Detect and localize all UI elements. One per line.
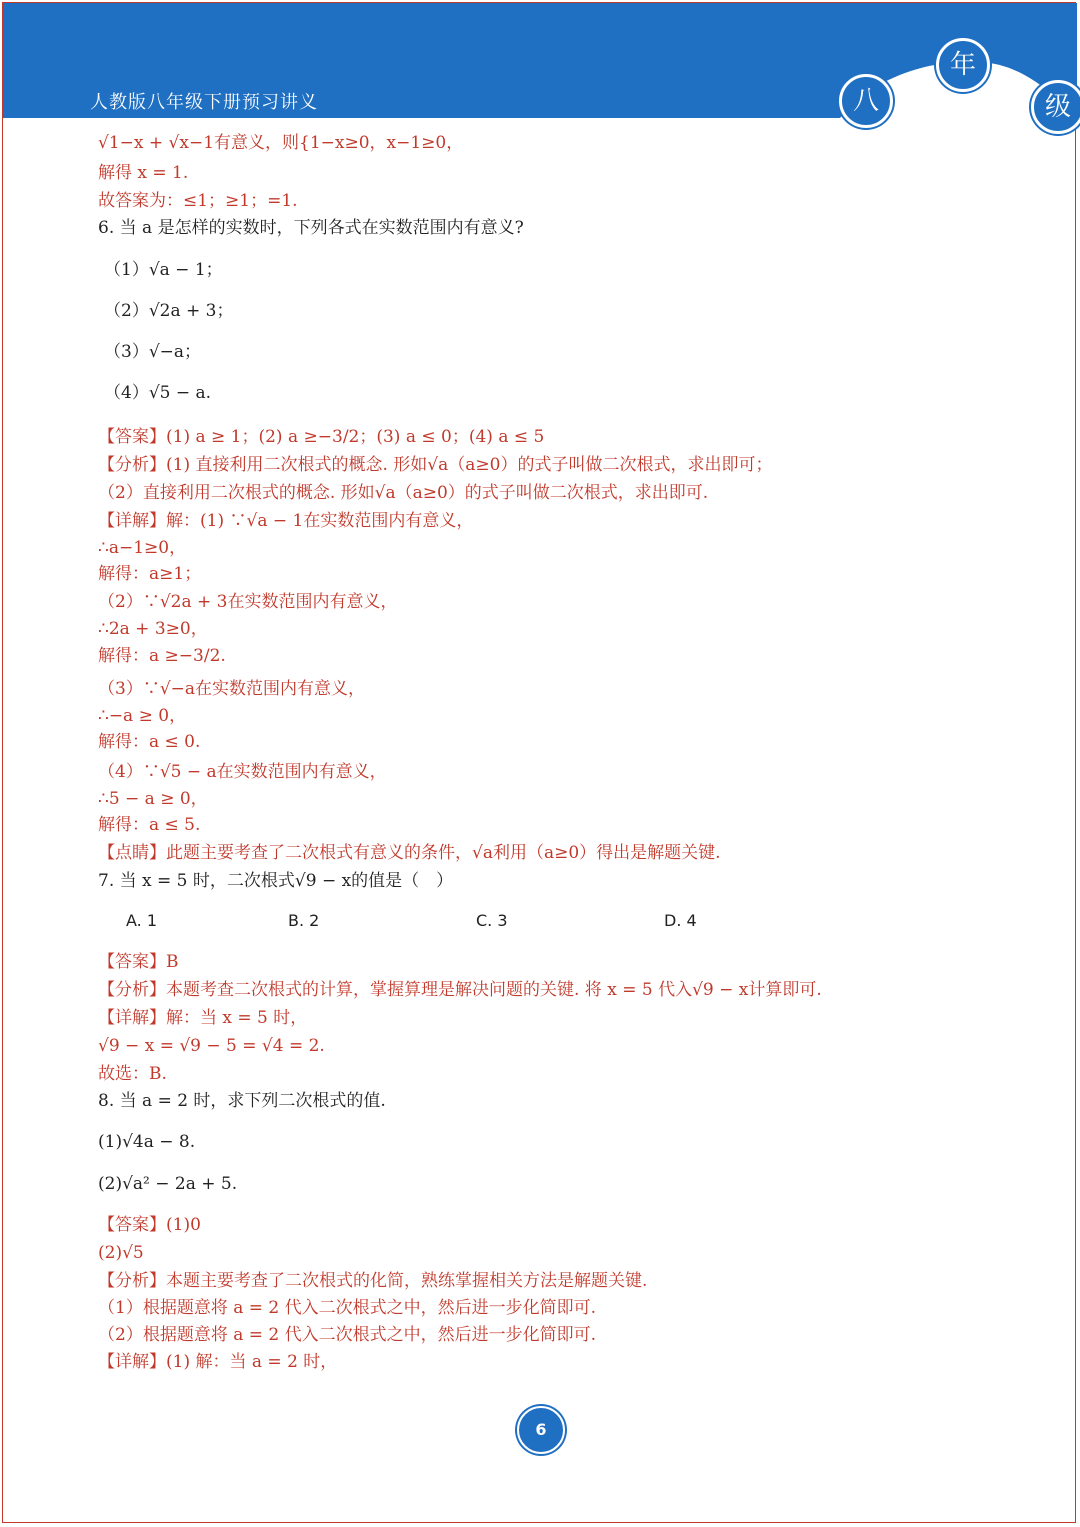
grade-char-nian: 年	[936, 38, 990, 92]
solution-line: √1−x + √x−1有意义，则{1−x≥0，x−1≥0，	[98, 133, 464, 153]
solution-line: ∴5 − a ≥ 0，	[98, 789, 208, 809]
solution-line: (2)√5	[98, 1243, 144, 1263]
question-line: (2)√a² − 2a + 5.	[98, 1174, 238, 1194]
solution-line: 【分析】本题主要考查了二次根式的化简，熟练掌握相关方法是解题关键.	[98, 1271, 648, 1291]
solution-line: 解得：a ≤ 5.	[98, 815, 201, 835]
question-line: （2）√2a + 3；	[104, 301, 234, 321]
solution-line: 解得 x = 1.	[98, 163, 189, 183]
solution-line: ∴2a + 3≥0，	[98, 619, 208, 639]
solution-line: 【答案】B	[98, 952, 179, 972]
question-line: （1）√a − 1；	[104, 260, 223, 280]
question-line: （4）√5 − a.	[104, 383, 212, 403]
solution-line: 解得：a ≤ 0.	[98, 732, 201, 752]
solution-line: 【点睛】此题主要考查了二次根式有意义的条件，√a利用（a≥0）得出是解题关键.	[98, 843, 721, 863]
solution-line: （2）∵√2a + 3在实数范围内有意义，	[98, 592, 398, 612]
solution-line: 故答案为：≤1；≥1；=1.	[98, 191, 298, 211]
header-title: 人教版八年级下册预习讲义	[90, 92, 318, 113]
question-line: 8. 当 a = 2 时，求下列二次根式的值.	[98, 1091, 386, 1111]
solution-line: （2）根据题意将 a = 2 代入二次根式之中，然后进一步化简即可.	[98, 1325, 597, 1345]
question-line: 6. 当 a 是怎样的实数时，下列各式在实数范围内有意义?	[98, 218, 524, 238]
solution-line: √9 − x = √9 − 5 = √4 = 2.	[98, 1036, 325, 1056]
question-line: （3）√−a；	[104, 342, 202, 362]
solution-line: 解得：a ≥−3/2.	[98, 646, 226, 666]
solution-line: （3）∵√−a在实数范围内有意义，	[98, 679, 366, 699]
solution-line: 【答案】(1)0	[98, 1215, 201, 1235]
solution-line: ∴−a ≥ 0，	[98, 706, 187, 726]
choice-option: A. 1	[126, 911, 158, 930]
solution-line: 【详解】解：当 x = 5 时，	[98, 1008, 308, 1028]
solution-line: 故选：B.	[98, 1064, 167, 1084]
solution-line: （4）∵√5 − a在实数范围内有意义，	[98, 762, 387, 782]
solution-line: 解得：a≥1；	[98, 564, 202, 584]
grade-char-ji: 级	[1031, 80, 1080, 134]
choice-option: C. 3	[476, 911, 508, 930]
solution-line: ∴a−1≥0，	[98, 538, 187, 558]
solution-line: 【详解】(1) 解：当 a = 2 时，	[98, 1352, 338, 1372]
question-line: 7. 当 x = 5 时，二次根式√9 − x的值是（ ）	[98, 871, 454, 891]
solution-line: 【详解】解：(1) ∵√a − 1在实数范围内有意义，	[98, 511, 474, 531]
choice-option: B. 2	[288, 911, 320, 930]
solution-line: （2）直接利用二次根式的概念. 形如√a（a≥0）的式子叫做二次根式，求出即可.	[98, 483, 709, 503]
solution-line: 【分析】(1) 直接利用二次根式的概念. 形如√a（a≥0）的式子叫做二次根式，求出即可；	[98, 455, 773, 475]
choice-option: D. 4	[664, 911, 697, 930]
solution-line: 【答案】(1) a ≥ 1；(2) a ≥−3/2；(3) a ≤ 0；(4) a ≤ 5	[98, 427, 545, 447]
solution-line: 【分析】本题考查二次根式的计算，掌握算理是解决问题的关键. 将 x = 5 代入√9 − x计算即可.	[98, 980, 822, 1000]
grade-char-ba: 八	[839, 74, 893, 128]
solution-line: （1）根据题意将 a = 2 代入二次根式之中，然后进一步化简即可.	[98, 1298, 597, 1318]
question-line: (1)√4a − 8.	[98, 1132, 196, 1152]
page-number: 6	[517, 1406, 565, 1454]
